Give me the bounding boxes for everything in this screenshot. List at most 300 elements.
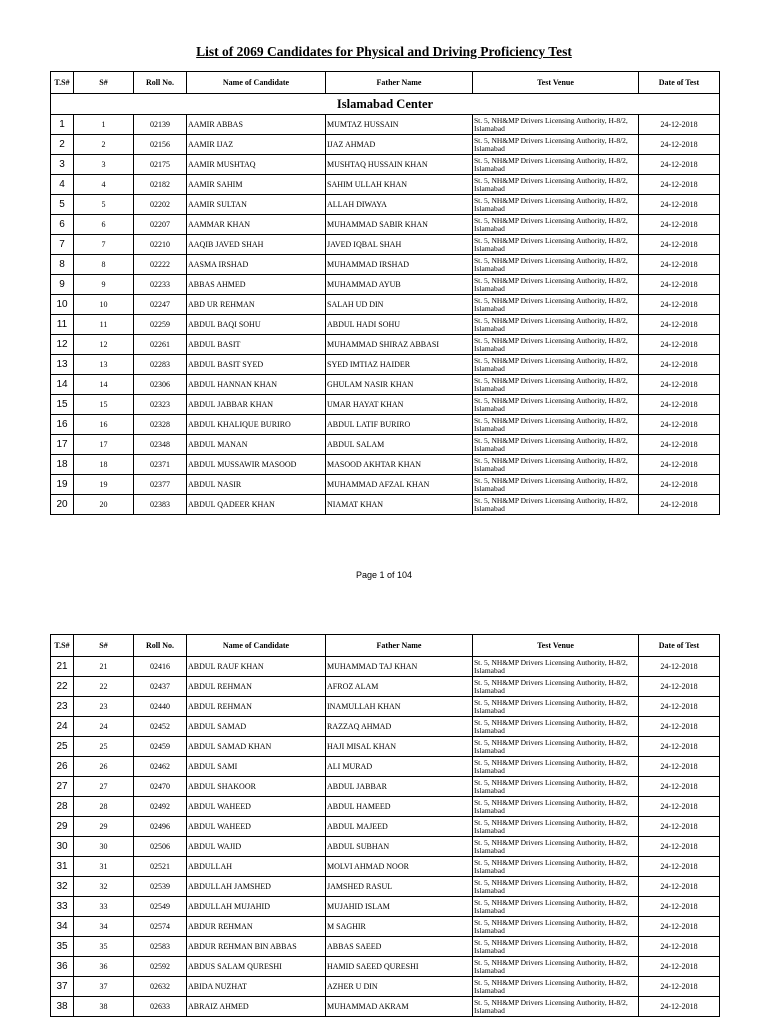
ts-cell: 28 — [51, 797, 74, 817]
test-venue-cell: St. 5, NH&MP Drivers Licensing Authority, H-8/2, Islamabad — [473, 837, 639, 857]
s-cell: 21 — [74, 657, 134, 677]
roll-cell: 02452 — [134, 717, 187, 737]
roll-cell: 02592 — [134, 957, 187, 977]
ts-cell: 19 — [51, 475, 74, 495]
father-name-cell: RAZZAQ AHMAD — [326, 717, 473, 737]
table-row — [51, 355, 720, 375]
center-heading: Islamabad Center — [51, 94, 720, 115]
roll-cell: 02496 — [134, 817, 187, 837]
s-cell: 11 — [74, 315, 134, 335]
header-name: Name of Candidate — [187, 72, 326, 94]
table-row — [51, 255, 720, 275]
test-venue-cell: St. 5, NH&MP Drivers Licensing Authority, H-8/2, Islamabad — [473, 195, 639, 215]
roll-cell: 02323 — [134, 395, 187, 415]
ts-cell: 33 — [51, 897, 74, 917]
test-venue-cell: St. 5, NH&MP Drivers Licensing Authority, H-8/2, Islamabad — [473, 255, 639, 275]
father-name-cell: IJAZ AHMAD — [326, 135, 473, 155]
header-venue: Test Venue — [473, 72, 639, 94]
date-cell: 24-12-2018 — [639, 335, 720, 355]
center-row — [51, 94, 720, 115]
test-venue-cell: St. 5, NH&MP Drivers Licensing Authority, H-8/2, Islamabad — [473, 657, 639, 677]
test-venue-cell: St. 5, NH&MP Drivers Licensing Authority, H-8/2, Islamabad — [473, 877, 639, 897]
date-cell: 24-12-2018 — [639, 275, 720, 295]
father-name-cell: GHULAM NASIR KHAN — [326, 375, 473, 395]
candidate-name-cell: AAMIR ABBAS — [187, 115, 326, 135]
s-cell: 23 — [74, 697, 134, 717]
s-cell: 5 — [74, 195, 134, 215]
candidate-name-cell: AAMIR MUSHTAQ — [187, 155, 326, 175]
roll-cell: 02139 — [134, 115, 187, 135]
roll-cell: 02521 — [134, 857, 187, 877]
date-cell: 24-12-2018 — [639, 495, 720, 515]
test-venue-cell: St. 5, NH&MP Drivers Licensing Authority, H-8/2, Islamabad — [473, 435, 639, 455]
ts-cell: 23 — [51, 697, 74, 717]
date-cell: 24-12-2018 — [639, 757, 720, 777]
roll-cell: 02440 — [134, 697, 187, 717]
date-cell: 24-12-2018 — [639, 817, 720, 837]
candidate-name-cell: ABRAIZ AHMED — [187, 997, 326, 1017]
candidate-name-cell: ABDUL BASIT — [187, 335, 326, 355]
date-cell: 24-12-2018 — [639, 215, 720, 235]
test-venue-cell: St. 5, NH&MP Drivers Licensing Authority, H-8/2, Islamabad — [473, 335, 639, 355]
candidate-name-cell: AAMIR SULTAN — [187, 195, 326, 215]
father-name-cell: ABDUL MAJEED — [326, 817, 473, 837]
table-row — [51, 957, 720, 977]
s-cell: 9 — [74, 275, 134, 295]
roll-cell: 02247 — [134, 295, 187, 315]
father-name-cell: MASOOD AKHTAR KHAN — [326, 455, 473, 475]
father-name-cell: MUHAMMAD AKRAM — [326, 997, 473, 1017]
s-cell: 28 — [74, 797, 134, 817]
ts-cell: 1 — [51, 115, 74, 135]
header-s: S# — [74, 635, 134, 657]
table-row — [51, 997, 720, 1017]
candidate-name-cell: ABDUS SALAM QURESHI — [187, 957, 326, 977]
test-venue-cell: St. 5, NH&MP Drivers Licensing Authority, H-8/2, Islamabad — [473, 777, 639, 797]
candidate-name-cell: ABDUL KHALIQUE BURIRO — [187, 415, 326, 435]
candidate-name-cell: ABDUL HANNAN KHAN — [187, 375, 326, 395]
test-venue-cell: St. 5, NH&MP Drivers Licensing Authority, H-8/2, Islamabad — [473, 315, 639, 335]
table-row — [51, 435, 720, 455]
ts-cell: 10 — [51, 295, 74, 315]
roll-cell: 02156 — [134, 135, 187, 155]
roll-cell: 02328 — [134, 415, 187, 435]
ts-cell: 12 — [51, 335, 74, 355]
table-row — [51, 455, 720, 475]
header-roll: Roll No. — [134, 635, 187, 657]
s-cell: 13 — [74, 355, 134, 375]
father-name-cell: MUHAMMAD IRSHAD — [326, 255, 473, 275]
father-name-cell: AZHER U DIN — [326, 977, 473, 997]
roll-cell: 02222 — [134, 255, 187, 275]
table-row — [51, 777, 720, 797]
roll-cell: 02306 — [134, 375, 187, 395]
ts-cell: 37 — [51, 977, 74, 997]
date-cell: 24-12-2018 — [639, 455, 720, 475]
candidate-name-cell: ABD UR REHMAN — [187, 295, 326, 315]
father-name-cell: ABDUL SUBHAN — [326, 837, 473, 857]
test-venue-cell: St. 5, NH&MP Drivers Licensing Authority, H-8/2, Islamabad — [473, 375, 639, 395]
date-cell: 24-12-2018 — [639, 937, 720, 957]
roll-cell: 02383 — [134, 495, 187, 515]
table-row — [51, 115, 720, 135]
date-cell: 24-12-2018 — [639, 235, 720, 255]
roll-cell: 02632 — [134, 977, 187, 997]
date-cell: 24-12-2018 — [639, 175, 720, 195]
ts-cell: 34 — [51, 917, 74, 937]
test-venue-cell: St. 5, NH&MP Drivers Licensing Authority, H-8/2, Islamabad — [473, 897, 639, 917]
father-name-cell: MOLVI AHMAD NOOR — [326, 857, 473, 877]
table-row — [51, 937, 720, 957]
date-cell: 24-12-2018 — [639, 717, 720, 737]
test-venue-cell: St. 5, NH&MP Drivers Licensing Authority, H-8/2, Islamabad — [473, 475, 639, 495]
father-name-cell: MUHAMMAD SABIR KHAN — [326, 215, 473, 235]
s-cell: 38 — [74, 997, 134, 1017]
header-venue: Test Venue — [473, 635, 639, 657]
test-venue-cell: St. 5, NH&MP Drivers Licensing Authority, H-8/2, Islamabad — [473, 215, 639, 235]
table-row — [51, 717, 720, 737]
s-cell: 25 — [74, 737, 134, 757]
s-cell: 24 — [74, 717, 134, 737]
roll-cell: 02583 — [134, 937, 187, 957]
date-cell: 24-12-2018 — [639, 977, 720, 997]
roll-cell: 02377 — [134, 475, 187, 495]
father-name-cell: AFROZ ALAM — [326, 677, 473, 697]
table-row — [51, 235, 720, 255]
ts-cell: 15 — [51, 395, 74, 415]
ts-cell: 31 — [51, 857, 74, 877]
roll-cell: 02462 — [134, 757, 187, 777]
ts-cell: 16 — [51, 415, 74, 435]
ts-cell: 20 — [51, 495, 74, 515]
s-cell: 12 — [74, 335, 134, 355]
ts-cell: 2 — [51, 135, 74, 155]
date-cell: 24-12-2018 — [639, 857, 720, 877]
table-row — [51, 315, 720, 335]
test-venue-cell: St. 5, NH&MP Drivers Licensing Authority, H-8/2, Islamabad — [473, 937, 639, 957]
s-cell: 16 — [74, 415, 134, 435]
roll-cell: 02348 — [134, 435, 187, 455]
s-cell: 15 — [74, 395, 134, 415]
father-name-cell: MUSHTAQ HUSSAIN KHAN — [326, 155, 473, 175]
candidate-name-cell: ABDUL REHMAN — [187, 677, 326, 697]
date-cell: 24-12-2018 — [639, 295, 720, 315]
s-cell: 10 — [74, 295, 134, 315]
candidate-name-cell: ABIDA NUZHAT — [187, 977, 326, 997]
father-name-cell: ALLAH DIWAYA — [326, 195, 473, 215]
table-row — [51, 395, 720, 415]
candidate-name-cell: ABDUL MANAN — [187, 435, 326, 455]
s-cell: 35 — [74, 937, 134, 957]
father-name-cell: ABDUL SALAM — [326, 435, 473, 455]
table-row — [51, 415, 720, 435]
s-cell: 18 — [74, 455, 134, 475]
test-venue-cell: St. 5, NH&MP Drivers Licensing Authority, H-8/2, Islamabad — [473, 697, 639, 717]
ts-cell: 4 — [51, 175, 74, 195]
roll-cell: 02416 — [134, 657, 187, 677]
date-cell: 24-12-2018 — [639, 395, 720, 415]
ts-cell: 9 — [51, 275, 74, 295]
date-cell: 24-12-2018 — [639, 135, 720, 155]
s-cell: 20 — [74, 495, 134, 515]
father-name-cell: ABDUL HAMEED — [326, 797, 473, 817]
s-cell: 34 — [74, 917, 134, 937]
test-venue-cell: St. 5, NH&MP Drivers Licensing Authority, H-8/2, Islamabad — [473, 155, 639, 175]
ts-cell: 32 — [51, 877, 74, 897]
candidate-name-cell: ABDUL MUSSAWIR MASOOD — [187, 455, 326, 475]
father-name-cell: SAHIM ULLAH KHAN — [326, 175, 473, 195]
candidate-name-cell: ABDUL SAMI — [187, 757, 326, 777]
table-header-row — [51, 72, 720, 94]
ts-cell: 3 — [51, 155, 74, 175]
roll-cell: 02470 — [134, 777, 187, 797]
test-venue-cell: St. 5, NH&MP Drivers Licensing Authority, H-8/2, Islamabad — [473, 115, 639, 135]
table-row — [51, 977, 720, 997]
table-row — [51, 657, 720, 677]
date-cell: 24-12-2018 — [639, 415, 720, 435]
test-venue-cell: St. 5, NH&MP Drivers Licensing Authority, H-8/2, Islamabad — [473, 175, 639, 195]
test-venue-cell: St. 5, NH&MP Drivers Licensing Authority, H-8/2, Islamabad — [473, 737, 639, 757]
s-cell: 4 — [74, 175, 134, 195]
s-cell: 32 — [74, 877, 134, 897]
table-row — [51, 215, 720, 235]
father-name-cell: MUJAHID ISLAM — [326, 897, 473, 917]
date-cell: 24-12-2018 — [639, 737, 720, 757]
candidate-name-cell: AAMIR IJAZ — [187, 135, 326, 155]
table-row — [51, 155, 720, 175]
candidate-name-cell: ABDUL BAQI SOHU — [187, 315, 326, 335]
s-cell: 22 — [74, 677, 134, 697]
candidate-name-cell: ABDULLAH JAMSHED — [187, 877, 326, 897]
test-venue-cell: St. 5, NH&MP Drivers Licensing Authority, H-8/2, Islamabad — [473, 817, 639, 837]
ts-cell: 36 — [51, 957, 74, 977]
s-cell: 27 — [74, 777, 134, 797]
table-row — [51, 897, 720, 917]
header-date: Date of Test — [639, 635, 720, 657]
header-s: S# — [74, 72, 134, 94]
s-cell: 6 — [74, 215, 134, 235]
header-name: Name of Candidate — [187, 635, 326, 657]
s-cell: 8 — [74, 255, 134, 275]
candidate-name-cell: ABDUL QADEER KHAN — [187, 495, 326, 515]
father-name-cell: JAMSHED RASUL — [326, 877, 473, 897]
date-cell: 24-12-2018 — [639, 777, 720, 797]
ts-cell: 18 — [51, 455, 74, 475]
father-name-cell: MUHAMMAD AYUB — [326, 275, 473, 295]
header-father: Father Name — [326, 72, 473, 94]
test-venue-cell: St. 5, NH&MP Drivers Licensing Authority, H-8/2, Islamabad — [473, 355, 639, 375]
candidate-name-cell: ABDUL JABBAR KHAN — [187, 395, 326, 415]
ts-cell: 24 — [51, 717, 74, 737]
header-ts: T.S# — [51, 72, 74, 94]
header-roll: Roll No. — [134, 72, 187, 94]
date-cell: 24-12-2018 — [639, 475, 720, 495]
roll-cell: 02574 — [134, 917, 187, 937]
test-venue-cell: St. 5, NH&MP Drivers Licensing Authority, H-8/2, Islamabad — [473, 235, 639, 255]
test-venue-cell: St. 5, NH&MP Drivers Licensing Authority, H-8/2, Islamabad — [473, 797, 639, 817]
ts-cell: 8 — [51, 255, 74, 275]
table-row — [51, 837, 720, 857]
roll-cell: 02506 — [134, 837, 187, 857]
roll-cell: 02259 — [134, 315, 187, 335]
test-venue-cell: St. 5, NH&MP Drivers Licensing Authority, H-8/2, Islamabad — [473, 717, 639, 737]
father-name-cell: ABDUL LATIF BURIRO — [326, 415, 473, 435]
roll-cell: 02633 — [134, 997, 187, 1017]
father-name-cell: ABBAS SAEED — [326, 937, 473, 957]
roll-cell: 02549 — [134, 897, 187, 917]
header-date: Date of Test — [639, 72, 720, 94]
date-cell: 24-12-2018 — [639, 355, 720, 375]
roll-cell: 02492 — [134, 797, 187, 817]
date-cell: 24-12-2018 — [639, 115, 720, 135]
page-footer: Page 1 of 104 — [355, 570, 413, 580]
father-name-cell: MUHAMMAD SHIRAZ ABBASI — [326, 335, 473, 355]
table-row — [51, 857, 720, 877]
roll-cell: 02437 — [134, 677, 187, 697]
ts-cell: 14 — [51, 375, 74, 395]
candidate-name-cell: ABDUL BASIT SYED — [187, 355, 326, 375]
candidate-name-cell: ABDUL NASIR — [187, 475, 326, 495]
s-cell: 30 — [74, 837, 134, 857]
candidate-name-cell: ABDULLAH MUJAHID — [187, 897, 326, 917]
candidate-name-cell: ABDUL WAHEED — [187, 797, 326, 817]
candidate-name-cell: AAMMAR KHAN — [187, 215, 326, 235]
header-father: Father Name — [326, 635, 473, 657]
table-header-row — [51, 635, 720, 657]
table-row — [51, 697, 720, 717]
candidate-name-cell: ABDUR REHMAN BIN ABBAS — [187, 937, 326, 957]
roll-cell: 02207 — [134, 215, 187, 235]
test-venue-cell: St. 5, NH&MP Drivers Licensing Authority, H-8/2, Islamabad — [473, 997, 639, 1017]
ts-cell: 25 — [51, 737, 74, 757]
test-venue-cell: St. 5, NH&MP Drivers Licensing Authority, H-8/2, Islamabad — [473, 395, 639, 415]
date-cell: 24-12-2018 — [639, 375, 720, 395]
table-row — [51, 877, 720, 897]
roll-cell: 02283 — [134, 355, 187, 375]
father-name-cell: ALI MURAD — [326, 757, 473, 777]
date-cell: 24-12-2018 — [639, 155, 720, 175]
s-cell: 31 — [74, 857, 134, 877]
candidate-name-cell: ABDUL RAUF KHAN — [187, 657, 326, 677]
ts-cell: 27 — [51, 777, 74, 797]
candidate-name-cell: ABDUL WAHEED — [187, 817, 326, 837]
ts-cell: 38 — [51, 997, 74, 1017]
s-cell: 36 — [74, 957, 134, 977]
table-row — [51, 195, 720, 215]
s-cell: 29 — [74, 817, 134, 837]
date-cell: 24-12-2018 — [639, 997, 720, 1017]
candidate-name-cell: AAMIR SAHIM — [187, 175, 326, 195]
father-name-cell: JAVED IQBAL SHAH — [326, 235, 473, 255]
date-cell: 24-12-2018 — [639, 797, 720, 817]
candidate-name-cell: ABDUR REHMAN — [187, 917, 326, 937]
date-cell: 24-12-2018 — [639, 697, 720, 717]
test-venue-cell: St. 5, NH&MP Drivers Licensing Authority, H-8/2, Islamabad — [473, 957, 639, 977]
test-venue-cell: St. 5, NH&MP Drivers Licensing Authority, H-8/2, Islamabad — [473, 135, 639, 155]
candidate-name-cell: ABDUL SAMAD KHAN — [187, 737, 326, 757]
candidate-name-cell: AASMA IRSHAD — [187, 255, 326, 275]
father-name-cell: UMAR HAYAT KHAN — [326, 395, 473, 415]
table-row — [51, 375, 720, 395]
test-venue-cell: St. 5, NH&MP Drivers Licensing Authority, H-8/2, Islamabad — [473, 977, 639, 997]
date-cell: 24-12-2018 — [639, 315, 720, 335]
candidate-name-cell: ABDUL WAJID — [187, 837, 326, 857]
candidate-name-cell: ABDUL SAMAD — [187, 717, 326, 737]
table-row — [51, 917, 720, 937]
father-name-cell: INAMULLAH KHAN — [326, 697, 473, 717]
ts-cell: 26 — [51, 757, 74, 777]
document-title: List of 2069 Candidates for Physical and Driving Proficiency Test — [196, 44, 572, 59]
candidates-table-page-1 — [50, 71, 720, 515]
roll-cell: 02210 — [134, 235, 187, 255]
table-row — [51, 797, 720, 817]
date-cell: 24-12-2018 — [639, 877, 720, 897]
father-name-cell: MUHAMMAD AFZAL KHAN — [326, 475, 473, 495]
s-cell: 1 — [74, 115, 134, 135]
date-cell: 24-12-2018 — [639, 677, 720, 697]
test-venue-cell: St. 5, NH&MP Drivers Licensing Authority, H-8/2, Islamabad — [473, 495, 639, 515]
candidates-table-page-2 — [50, 634, 720, 1017]
roll-cell: 02182 — [134, 175, 187, 195]
father-name-cell: MUMTAZ HUSSAIN — [326, 115, 473, 135]
candidate-name-cell: ABDULLAH — [187, 857, 326, 877]
roll-cell: 02233 — [134, 275, 187, 295]
ts-cell: 35 — [51, 937, 74, 957]
table-row — [51, 135, 720, 155]
table-row — [51, 495, 720, 515]
table-row — [51, 817, 720, 837]
ts-cell: 30 — [51, 837, 74, 857]
candidate-name-cell: ABDUL REHMAN — [187, 697, 326, 717]
table-row — [51, 757, 720, 777]
test-venue-cell: St. 5, NH&MP Drivers Licensing Authority, H-8/2, Islamabad — [473, 295, 639, 315]
roll-cell: 02459 — [134, 737, 187, 757]
roll-cell: 02175 — [134, 155, 187, 175]
father-name-cell: M SAGHIR — [326, 917, 473, 937]
ts-cell: 6 — [51, 215, 74, 235]
date-cell: 24-12-2018 — [639, 957, 720, 977]
table-row — [51, 175, 720, 195]
table-row — [51, 275, 720, 295]
roll-cell: 02539 — [134, 877, 187, 897]
candidate-name-cell: ABDUL SHAKOOR — [187, 777, 326, 797]
ts-cell: 11 — [51, 315, 74, 335]
ts-cell: 5 — [51, 195, 74, 215]
ts-cell: 7 — [51, 235, 74, 255]
date-cell: 24-12-2018 — [639, 657, 720, 677]
table-row — [51, 295, 720, 315]
s-cell: 3 — [74, 155, 134, 175]
date-cell: 24-12-2018 — [639, 897, 720, 917]
father-name-cell: SALAH UD DIN — [326, 295, 473, 315]
test-venue-cell: St. 5, NH&MP Drivers Licensing Authority, H-8/2, Islamabad — [473, 415, 639, 435]
s-cell: 14 — [74, 375, 134, 395]
ts-cell: 17 — [51, 435, 74, 455]
table-row — [51, 475, 720, 495]
candidate-name-cell: ABBAS AHMED — [187, 275, 326, 295]
candidate-name-cell: AAQIB JAVED SHAH — [187, 235, 326, 255]
ts-cell: 22 — [51, 677, 74, 697]
test-venue-cell: St. 5, NH&MP Drivers Licensing Authority, H-8/2, Islamabad — [473, 455, 639, 475]
father-name-cell: HAMID SAEED QURESHI — [326, 957, 473, 977]
test-venue-cell: St. 5, NH&MP Drivers Licensing Authority, H-8/2, Islamabad — [473, 917, 639, 937]
father-name-cell: HAJI MISAL KHAN — [326, 737, 473, 757]
header-ts: T.S# — [51, 635, 74, 657]
father-name-cell: MUHAMMAD TAJ KHAN — [326, 657, 473, 677]
roll-cell: 02261 — [134, 335, 187, 355]
ts-cell: 21 — [51, 657, 74, 677]
s-cell: 2 — [74, 135, 134, 155]
